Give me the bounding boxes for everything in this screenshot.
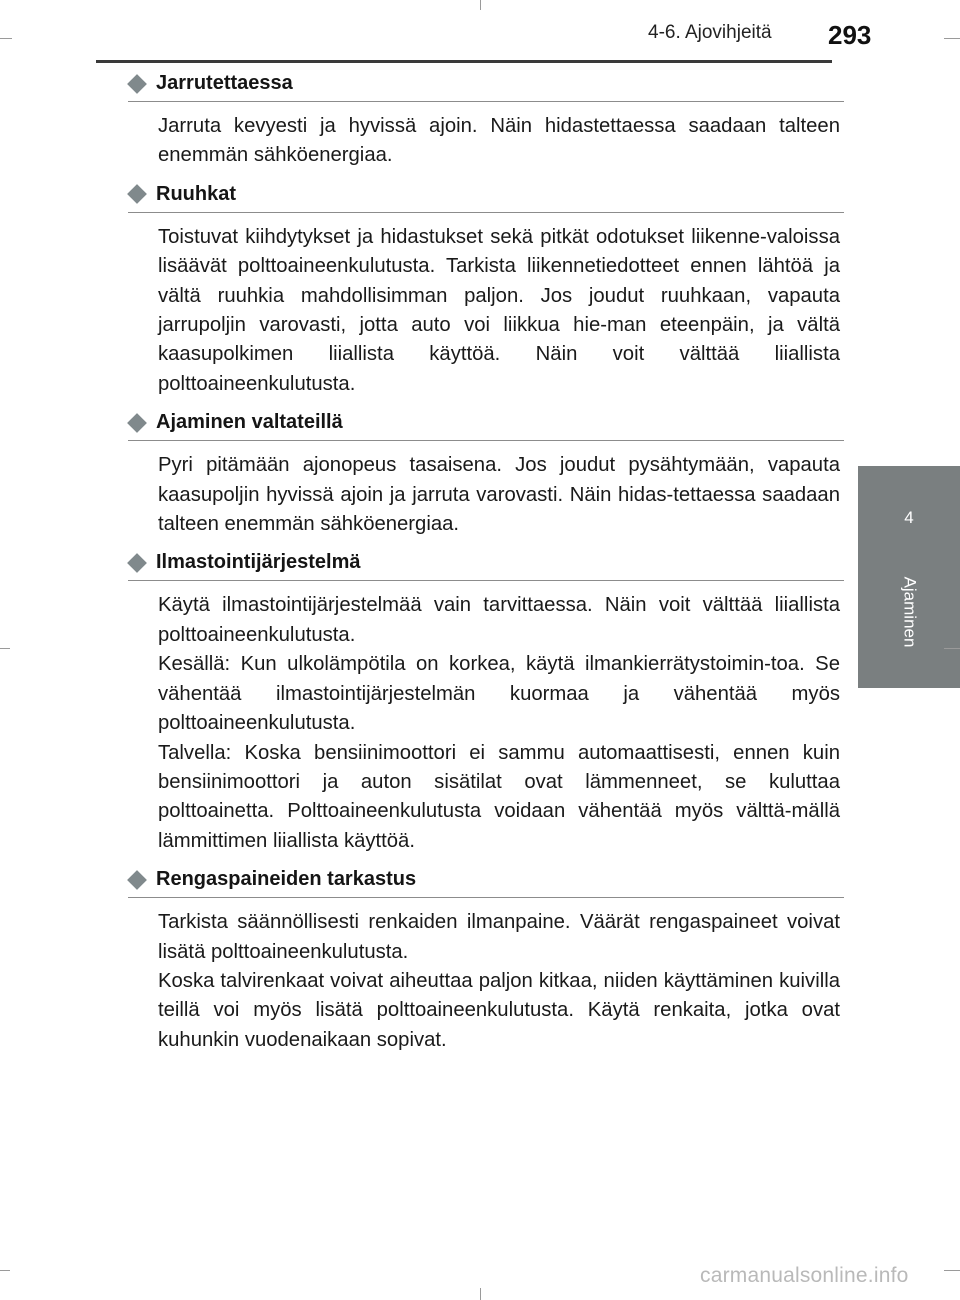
chapter-tab	[858, 466, 960, 688]
crop-mark-bottom-left	[0, 1270, 10, 1271]
paragraph: Toistuvat kiihdytykset ja hidastukset sekä pitkät odotukset liikenne-valoissa lisäävät polttoaineenkulutusta. Tarkista liikennetiedotteet ennen lähtöä ja vältä ruuhkia mahdollisimman paljon. Jos joudut ruuhkaan, vapauta jarrupoljin varovasti, jotta auto voi liikkua hie-man eteenpäin, ja vältä kaasupolkimen liiallista käyttöä. Näin voit välttää liiallista polttoaineenkulutusta.	[158, 225, 840, 395]
watermark: carmanualsonline.info	[700, 1264, 909, 1287]
crop-mark-top-right	[944, 38, 960, 39]
diamond-bullet-icon	[127, 184, 147, 204]
section-title: Ilmastointijärjestelmä	[156, 551, 361, 574]
paragraph: Pyri pitämään ajonopeus tasaisena. Jos joudut pysähtymään, vapauta kaasupoljin hyvissä ajoin ja jarruta varovasti. Näin hidas-tettaessa saadaan talteen enemmän sähköenergiaa.	[158, 454, 840, 536]
header-section-title: 4-6. Ajovihjeitä	[648, 22, 772, 43]
section-heading	[128, 549, 844, 581]
chapter-tab-label-wrap	[858, 552, 960, 672]
diamond-bullet-icon	[127, 553, 147, 573]
section-braking	[128, 70, 840, 171]
crop-mark-bottom-right	[944, 1270, 960, 1271]
diamond-bullet-icon	[127, 74, 147, 94]
paragraph: Jarruta kevyesti ja hyvissä ajoin. Näin hidastettaessa saadaan talteen enemmän sähköenergiaa.	[158, 115, 840, 167]
paragraph: Tarkista säännöllisesti renkaiden ilmanpaine. Väärät rengaspaineet voivat lisätä polttoaineenkulutusta.	[158, 911, 840, 963]
crop-mark-bottom-center	[480, 1288, 481, 1300]
paragraph: Talvella: Koska bensiinimoottori ei sammu automaattisesti, ennen kuin bensiinimoottori ja auton sisätilat ovat lämmenneet, se kuluttaa polttoainetta. Polttoaineenkulutusta voidaan vähentää myös välttä-mällä lämmittimen liiallista käyttöä.	[158, 741, 840, 852]
paragraph: Kesällä: Kun ulkolämpötila on korkea, käytä ilmankierrätystoimin-toa. Se vähentää ilmastointijärjestelmän kuormaa ja vähentää myös polttoaineenkulutusta.	[158, 653, 840, 735]
crop-mark-mid-left	[0, 648, 10, 649]
crop-mark-top-left	[0, 38, 12, 39]
section-heading	[128, 866, 844, 898]
crop-mark-mid-right	[944, 648, 960, 649]
section-heading	[128, 70, 844, 102]
page-number: 293	[828, 20, 872, 50]
section-title: Jarrutettaessa	[156, 72, 293, 94]
chapter-tab-label: Ajaminen	[900, 576, 919, 648]
header-rule	[96, 60, 832, 63]
section-title: Ruuhkat	[156, 182, 236, 205]
section-tire-pressure	[128, 866, 840, 1055]
crop-mark-top-center	[480, 0, 481, 10]
section-heading	[128, 409, 844, 441]
paragraph: Käytä ilmastointijärjestelmää vain tarvittaessa. Näin voit välttää liiallista polttoaineenkulutusta.	[158, 594, 840, 646]
section-highway-driving	[128, 409, 840, 539]
paragraph: Koska talvirenkaat voivat aiheuttaa paljon kitkaa, niiden käyttäminen kuivilla teillä voi myös lisätä polttoaineenkulutusta. Käytä renkaita, jotka ovat kuhunkin vuodenaikaan sopivat.	[158, 969, 840, 1051]
section-traffic-jams	[128, 181, 840, 399]
diamond-bullet-icon	[127, 413, 147, 433]
section-heading	[128, 181, 844, 213]
diamond-bullet-icon	[127, 870, 147, 890]
section-title: Rengaspaineiden tarkastus	[156, 868, 417, 891]
chapter-tab-number: 4	[904, 508, 914, 527]
section-air-conditioning	[128, 549, 840, 856]
page-content	[128, 70, 840, 1065]
section-title: Ajaminen valtateillä	[156, 411, 343, 434]
